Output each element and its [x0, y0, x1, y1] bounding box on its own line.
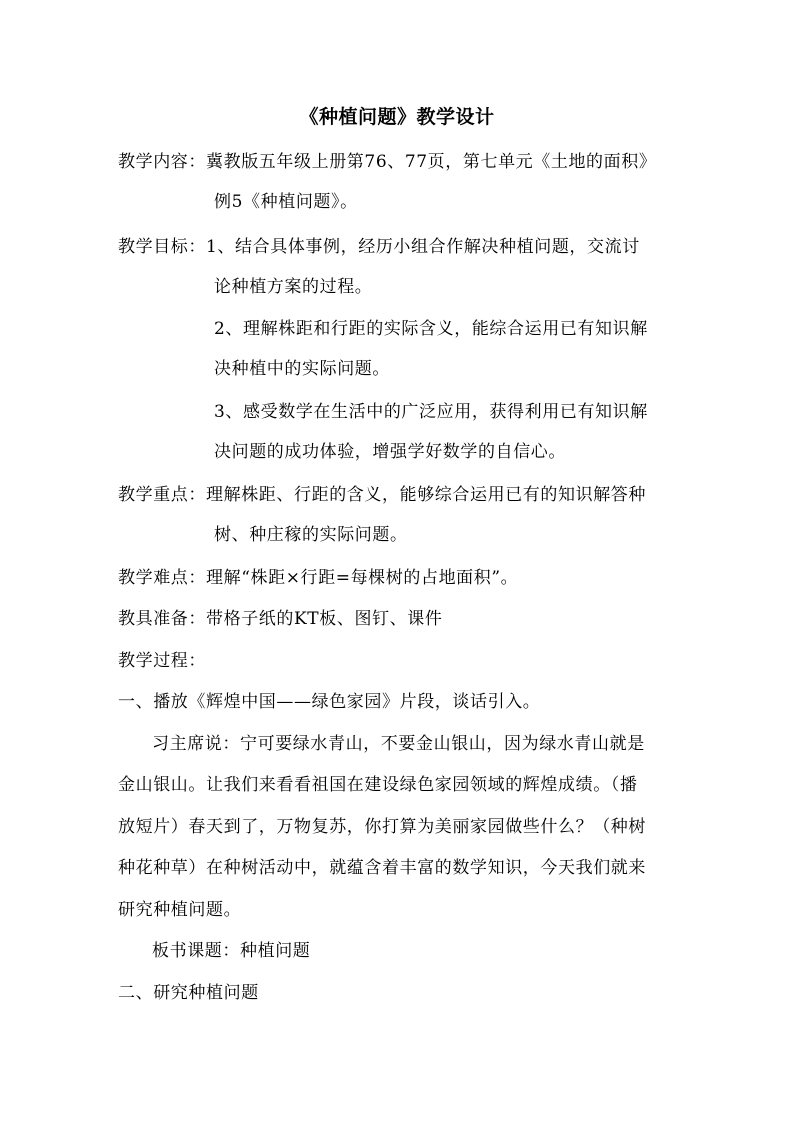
- difficulty-line: 教学难点：理解“株距×行距=每棵树的占地面积”。: [118, 568, 519, 588]
- section-heading: 二、研究种植问题: [118, 983, 259, 1003]
- board-title-line: 板书课题：种植问题: [152, 941, 311, 961]
- paragraph-line: 金山银山。让我们来看看祖国在建设绿色家园领域的辉煌成绩。（播: [118, 775, 638, 795]
- objectives-line: 决问题的成功体验，增强学好数学的自信心。: [214, 442, 566, 462]
- paragraph-line: 习主席说：宁可要绿水青山，不要金山银山，因为绿水青山就是: [152, 734, 645, 754]
- content-line: 例5《种植问题》。: [214, 192, 358, 212]
- objectives-line: 论种植方案的过程。: [214, 277, 373, 297]
- paragraph-line: 种花种草）在种树活动中，就蕴含着丰富的数学知识，今天我们就来: [118, 858, 646, 878]
- key-points-line: 树、种庄稼的实际问题。: [214, 525, 408, 545]
- paragraph-line: 放短片）春天到了，万物复苏，你打算为美丽家园做些什么？（种树: [118, 817, 646, 837]
- materials-line: 教具准备：带格子纸的KT板、图钉、课件: [118, 609, 443, 629]
- objectives-line: 3、感受数学在生活中的广泛应用，获得利用已有知识解: [214, 402, 648, 422]
- document-title: 《种植问题》教学设计: [299, 106, 495, 128]
- section-heading: 一、播放《辉煌中国——绿色家园》片段，谈话引入。: [118, 692, 541, 712]
- paragraph-line: 研究种植问题。: [118, 900, 242, 920]
- key-points-line: 教学重点：理解株距、行距的含义，能够综合运用已有的知识解答种: [118, 485, 646, 505]
- objectives-line: 教学目标：1、结合具体事例，经历小组合作解决种植问题，交流讨: [118, 237, 640, 257]
- objectives-line: 2、理解株距和行距的实际含义，能综合运用已有知识解: [214, 319, 648, 339]
- process-heading: 教学过程：: [118, 651, 206, 671]
- objectives-line: 决种植中的实际问题。: [214, 359, 390, 379]
- content-line: 教学内容：冀教版五年级上册第76、77页，第七单元《土地的面积》: [118, 152, 657, 172]
